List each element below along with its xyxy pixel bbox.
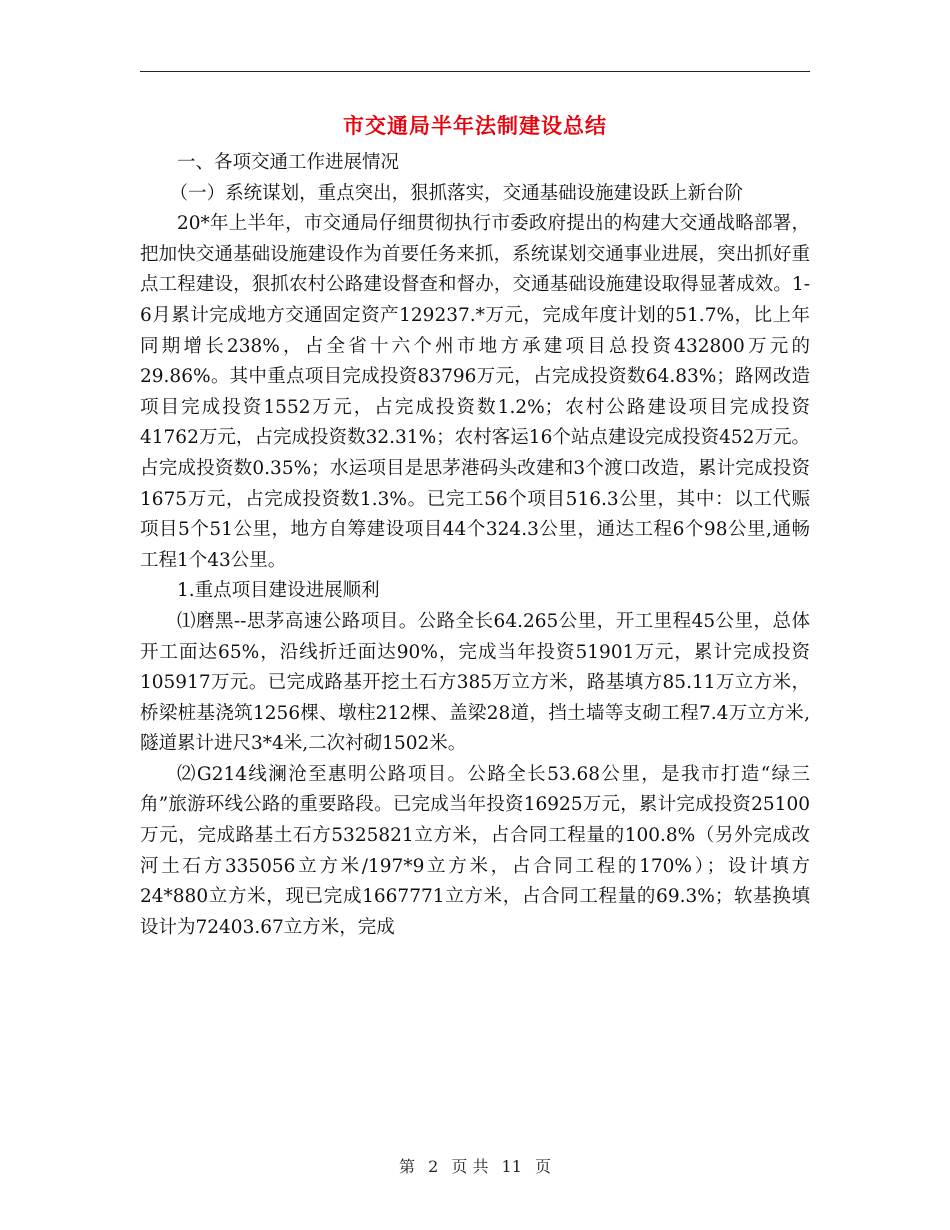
page-suffix: 页 xyxy=(535,1157,552,1176)
page-current: 2 xyxy=(428,1157,439,1176)
page-mid: 页 共 xyxy=(451,1157,489,1176)
document-title: 市交通局半年法制建设总结 xyxy=(343,113,607,138)
page-prefix: 第 xyxy=(398,1157,415,1176)
body-paragraph: ⑵G214线澜沧至惠明公路项目。公路全长53.68公里，是我市打造“绿三角”旅游环线公路的重要路段。已完成当年投资16925万元，累计完成投资25100万元，完成路基土石方5325821立方米，占合同工程量的100.8%（另外完成改河土石方335056立方米/197*9立方米，占合同工程的170%）；设计填方24*880立方米，现已完成1667771立方米，占合同工程量的69.3%；软基换填设计为72403.67立方米，完成 xyxy=(140,763,810,938)
document-body xyxy=(140,148,810,943)
item-heading: 1.重点项目建设进展顺利 xyxy=(177,580,380,602)
subsection-heading: （一）系统谋划，重点突出，狠抓落实，交通基础设施建设跃上新台阶 xyxy=(169,182,744,204)
page-total: 11 xyxy=(501,1157,522,1176)
body-paragraph: 20*年上半年，市交通局仔细贯彻执行市委政府提出的构建大交通战略部署，把加快交通基础设施建设作为首要任务来抓，系统谋划交通事业进展，突出抓好重点工程建设，狠抓农村公路建设督查和督办，交通基础设施建设取得显著成效。1-6月累计完成地方交通固定资产129237.*万元，完成年度计划的51.7%，比上年同期增长238%，占全省十六个州市地方承建项目总投资432800万元的29.86%。其中重点项目完成投资83796万元，占完成投资数64.83%；路网改造项目完成投资1552万元，占完成投资数1.2%；农村公路建设项目完成投资41762万元，占完成投资数32.31%；农村客运16个站点建设完成投资452万元。占完成投资数0.35%；水运项目是思茅港码头改建和3个渡口改造，累计完成投资1675万元，占完成投资数1.3%。已完工56个项目516.3公里，其中：以工代赈项目5个51公里，地方自筹建设项目44个324.3公里，通达工程6个98公里,通畅工程1个43公里。 xyxy=(140,213,810,571)
page-footer xyxy=(0,1154,950,1177)
header-rule xyxy=(140,71,810,72)
body-paragraph: ⑴磨黑--思茅高速公路项目。公路全长64.265公里，开工里程45公里，总体开工面达65%，沿线折迁面达90%，完成当年投资51901万元，累计完成投资105917万元。已完成路基开挖土石方385万立方米，路基填方85.11万立方米，桥梁桩基浇筑1256棵、墩柱212棵、盖梁28道，挡土墙等支砌工程7.4万立方米,隧道累计进尺3*4米,二次衬砌1502米。 xyxy=(140,610,810,755)
section-heading: 一、各项交通工作进展情况 xyxy=(177,152,400,173)
